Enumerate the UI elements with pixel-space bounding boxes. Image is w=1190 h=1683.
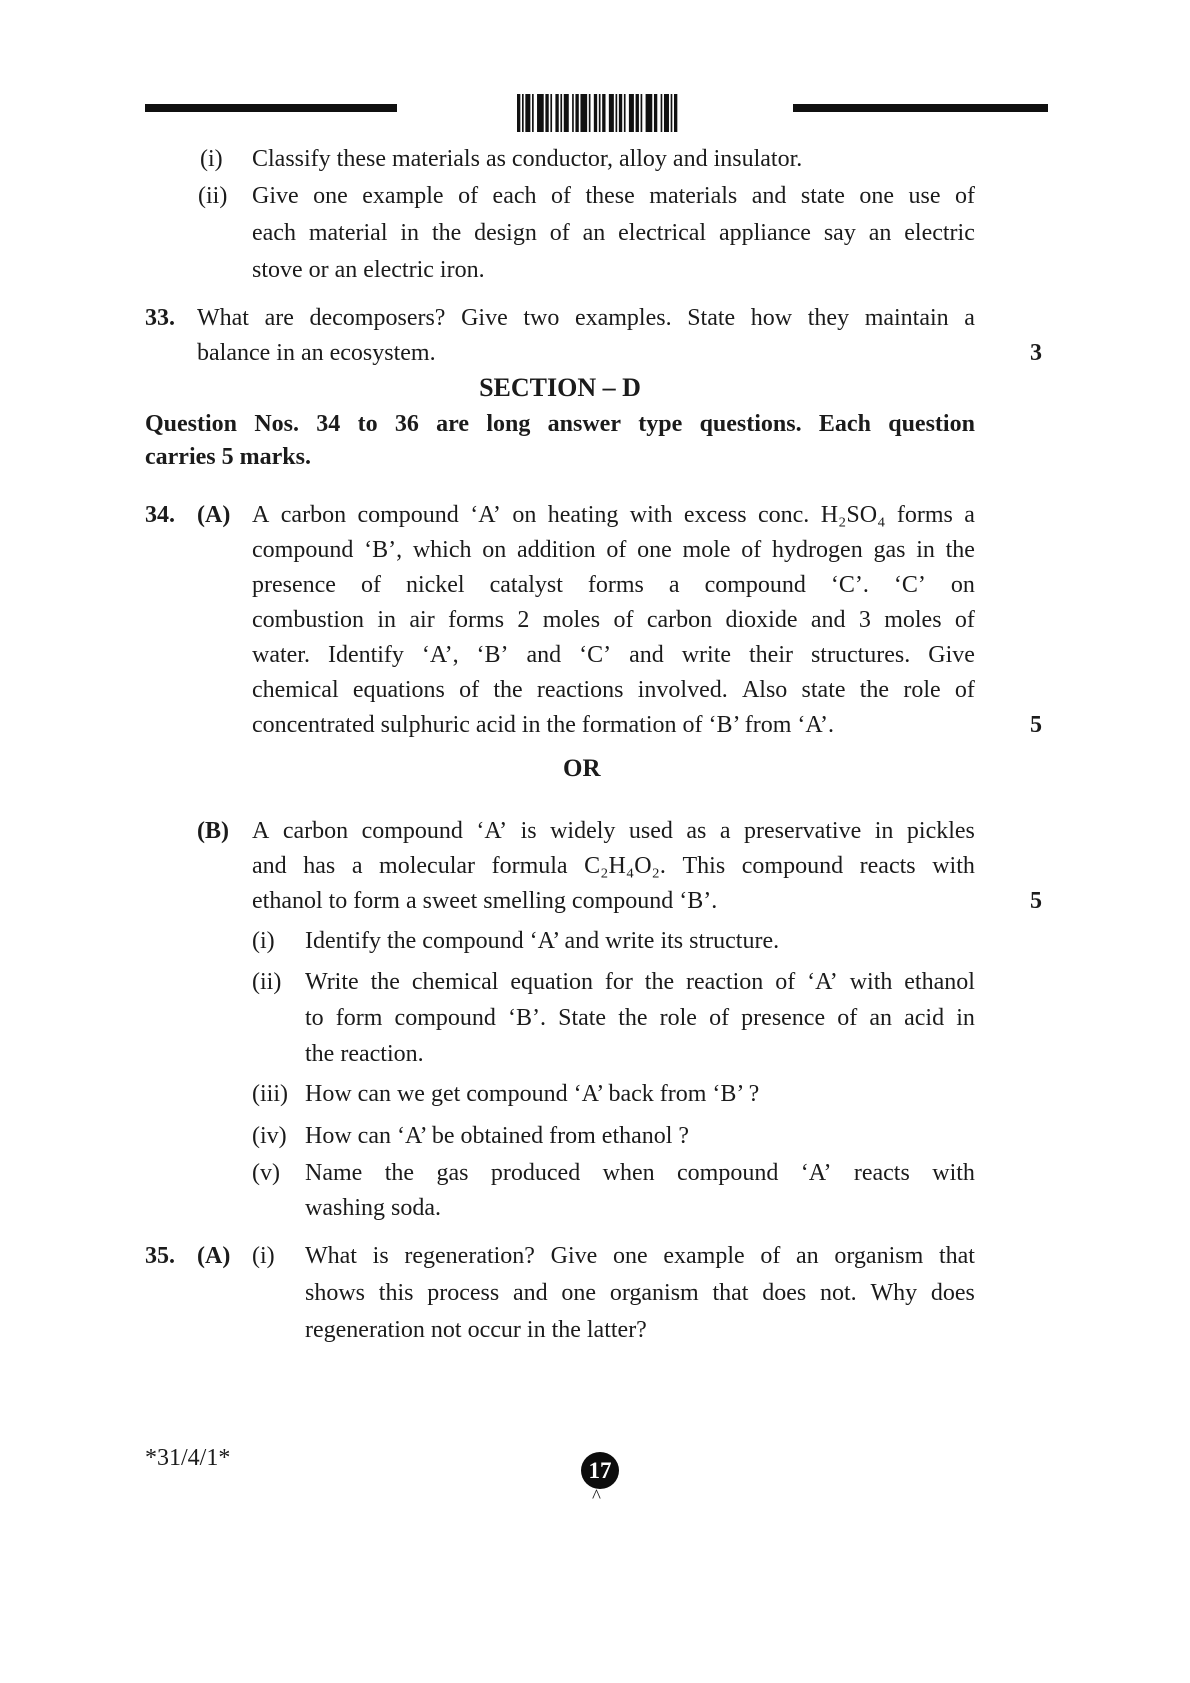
marks-value-q33: 3 bbox=[1030, 340, 1042, 366]
text-line: A carbon compound ‘A’ on heating with excess conc. H₂SO₄ forms a bbox=[252, 502, 975, 528]
marks-value-q34b: 5 bbox=[1030, 888, 1042, 914]
barcode-icon bbox=[517, 94, 679, 132]
text-line: Identify the compound ‘A’ and write its structure. bbox=[305, 928, 780, 954]
page-number-badge bbox=[581, 1452, 619, 1489]
text-line: each material in the design of an electrical appliance say an electric bbox=[252, 220, 975, 246]
question-number-33: 33. bbox=[145, 305, 175, 331]
part-label-35a: (A) bbox=[197, 1243, 231, 1269]
text-line: to form compound ‘B’. State the role of presence of an acid in bbox=[305, 1005, 975, 1031]
part-label-b: (B) bbox=[197, 818, 229, 844]
text-line: combustion in air forms 2 moles of carbon dioxide and 3 moles of bbox=[252, 607, 975, 633]
text-line: Name the gas produced when compound ‘A’ reacts with bbox=[305, 1160, 975, 1186]
item-i-text bbox=[252, 141, 975, 178]
item-label-i: (i) bbox=[200, 146, 223, 172]
text-line: balance in an ecosystem. bbox=[197, 340, 436, 366]
subitem-iii-text bbox=[305, 1076, 975, 1112]
subitem-v-text bbox=[305, 1156, 975, 1226]
caret-mark: ^ bbox=[592, 1486, 601, 1507]
text-line: ethanol to form a sweet smelling compound ‘B’. bbox=[252, 888, 718, 914]
text-line: Give one example of each of these materials and state one use of bbox=[252, 183, 975, 209]
text-line: Question Nos. 34 to 36 are long answer type questions. Each question bbox=[145, 411, 975, 437]
item-ii-text bbox=[252, 178, 975, 289]
subitem-label-iii: (iii) bbox=[252, 1081, 288, 1107]
text-line: compound ‘B’, which on addition of one mole of hydrogen gas in the bbox=[252, 537, 975, 563]
or-separator: OR bbox=[563, 755, 601, 782]
question-number-34: 34. bbox=[145, 502, 175, 528]
text-line: washing soda. bbox=[305, 1195, 441, 1221]
text-line: shows this process and one organism that does not. Why does bbox=[305, 1280, 975, 1306]
item-label-ii: (ii) bbox=[198, 183, 228, 209]
text-line: presence of nickel catalyst forms a compound ‘C’. ‘C’ on bbox=[252, 572, 975, 598]
subitem-label-i: (i) bbox=[252, 928, 275, 954]
marks-value-q34a: 5 bbox=[1030, 712, 1042, 738]
text-line: What are decomposers? Give two examples. State how they maintain a bbox=[197, 305, 975, 331]
text-line: stove or an electric iron. bbox=[252, 257, 485, 283]
text-line: Classify these materials as conductor, alloy and insulator. bbox=[252, 146, 803, 172]
text-line: A carbon compound ‘A’ is widely used as a preservative in pickles bbox=[252, 818, 975, 844]
text-line: What is regeneration? Give one example of an organism that bbox=[305, 1243, 975, 1269]
text-line: How can we get compound ‘A’ back from ‘B’ ? bbox=[305, 1081, 760, 1107]
text-line: regeneration not occur in the latter? bbox=[305, 1317, 647, 1343]
text-line: and has a molecular formula C₂H₄O₂. This compound reacts with bbox=[252, 853, 975, 879]
text-line: Write the chemical equation for the reaction of ‘A’ with ethanol bbox=[305, 969, 975, 995]
question-number-35: 35. bbox=[145, 1243, 175, 1269]
subitem-label-35i: (i) bbox=[252, 1243, 275, 1269]
text-line: water. Identify ‘A’, ‘B’ and ‘C’ and write their structures. Give bbox=[252, 642, 975, 668]
section-intro bbox=[145, 408, 975, 474]
text-line: chemical equations of the reactions involved. Also state the role of bbox=[252, 677, 975, 703]
header-rule-right bbox=[793, 104, 1048, 112]
page-number: 17 bbox=[588, 1457, 612, 1483]
section-heading: SECTION – D bbox=[479, 373, 641, 402]
question-34a-text bbox=[252, 498, 975, 743]
subitem-i-text bbox=[305, 923, 975, 959]
header-rule-left bbox=[145, 104, 397, 112]
subitem-iv-text bbox=[305, 1118, 975, 1154]
text-line: the reaction. bbox=[305, 1041, 424, 1067]
text-line: concentrated sulphuric acid in the formation of ‘B’ from ‘A’. bbox=[252, 712, 835, 738]
subitem-label-ii: (ii) bbox=[252, 969, 282, 995]
question-35-text bbox=[305, 1238, 975, 1349]
question-34b-text bbox=[252, 814, 975, 919]
text-line: carries 5 marks. bbox=[145, 444, 311, 470]
text-line: How can ‘A’ be obtained from ethanol ? bbox=[305, 1123, 690, 1149]
paper-code: *31/4/1* bbox=[145, 1445, 231, 1471]
question-33-text bbox=[197, 301, 975, 371]
subitem-label-v: (v) bbox=[252, 1160, 280, 1186]
subitem-label-iv: (iv) bbox=[252, 1123, 287, 1149]
subitem-ii-text bbox=[305, 964, 975, 1072]
part-label-a: (A) bbox=[197, 502, 231, 528]
